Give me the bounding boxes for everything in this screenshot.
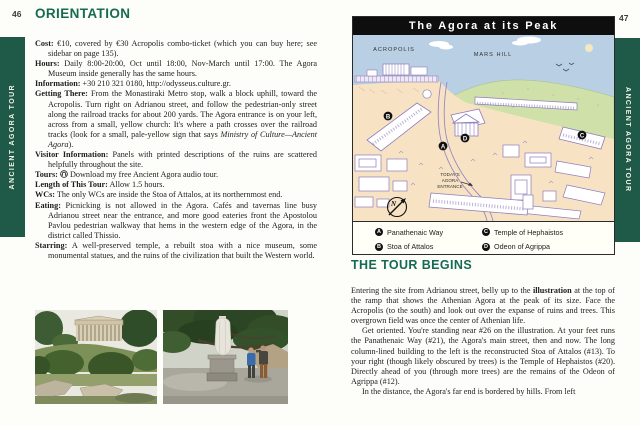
legend-label: Temple of Hephaistos: [494, 227, 564, 237]
paragraph-text: Entering the site from Adrianou street, belly up to the: [351, 286, 533, 295]
entry-label: Tours:: [35, 170, 58, 180]
legend-marker-a: A: [375, 228, 383, 236]
entry-text: The only WCs are inside the Stoa of Attalos, at its northernmost end.: [56, 190, 283, 200]
tour-begins-heading: THE TOUR BEGINS: [351, 258, 473, 272]
headless-statue-photo: [163, 310, 288, 404]
svg-text:AGORA: AGORA: [441, 178, 459, 183]
chapter-tab-right: [615, 38, 640, 242]
entry-information: [35, 79, 317, 89]
entry-visitor-information: [35, 150, 317, 170]
paragraph-bold-text: illustration: [532, 286, 572, 295]
svg-text:N: N: [391, 200, 397, 208]
legend-marker-b: B: [375, 243, 383, 251]
entry-tours: [35, 170, 317, 180]
svg-text:TODAY'S: TODAY'S: [440, 172, 460, 177]
svg-text:B: B: [385, 114, 391, 121]
legend-label: Odeon of Agrippa: [494, 242, 550, 251]
legend-item: [482, 227, 614, 237]
entry-label: Information:: [35, 79, 81, 89]
entry-text: A well-preserved temple, a rebuilt stoa with a nice museum, some monumental statues, and the ruins of the civilization that built the Western world.: [48, 240, 317, 260]
legend-item: [375, 242, 482, 252]
map-title: The Agora at its Peak: [353, 17, 614, 35]
svg-text:D: D: [462, 136, 468, 143]
entry-label: Getting There:: [35, 89, 88, 99]
entry-hours: [35, 59, 317, 79]
map-illustration: [353, 35, 614, 221]
tour-paragraphs: [351, 286, 615, 397]
temple-of-hephaistos-photo: [35, 310, 157, 404]
entry-text: Daily 8:00-20:00, Oct until 18:00, Nov-March until 17:00. The Agora Museum inside generally has the same hours.: [48, 59, 317, 79]
entry-label: Eating:: [35, 200, 61, 210]
orientation-heading: ORIENTATION: [35, 6, 131, 21]
entry-text: +30 210 321 0180, http://odysseus.culture.gr.: [82, 79, 231, 89]
entry-text: €10, covered by €30 Acropolis combo-ticket (which you can buy here; see sidebar on page 135).: [48, 39, 318, 59]
acropolis-label: ACROPOLIS: [373, 47, 415, 53]
chapter-tab-left: [0, 37, 25, 237]
page-number-left: 46: [12, 9, 22, 19]
temple-illustration: [75, 316, 123, 341]
entry-text: Picnicking is not allowed in the Agora. Cafés and tavernas line busy Adrianou street near the entrance, and more good eateries front the Apostolou Pavlou pedestrian walkway that hems in the western edge of the Agora, in the district called Thissio.: [48, 200, 317, 240]
legend-item: [482, 242, 614, 252]
legend-item: [375, 227, 482, 237]
chapter-tab-left-label: ANCIENT AGORA TOUR: [9, 84, 16, 190]
orientation-entries: [35, 39, 317, 261]
entry-italic-text: Ministry of Culture—Ancient Agora: [48, 129, 317, 149]
entry-length: [35, 180, 317, 190]
mars-hill-label: MARS HILL: [473, 52, 513, 58]
legend-marker-d: D: [482, 243, 490, 251]
audio-tour-icon: [60, 170, 68, 179]
paragraph-3: In the distance, the Agora's far end is bordered by hills. From left: [362, 386, 576, 396]
entry-label: Starring:: [35, 240, 68, 250]
agora-map: [352, 16, 615, 255]
svg-text:A: A: [440, 144, 446, 151]
map-legend: [353, 221, 614, 254]
paragraph-2: Get oriented. You're standing near #26 on the illustration. At your feet runs the Panathenaic Way (#21), the Agora's main street, then and now. The long column-lined building to the left is the reconstructed Stoa of Attalos (#13). To your right (though likely obscured by trees) is the Temple of Hephaistos (#20). Directly ahead of you (through more trees) are the remains of the Odeon of Agrippa (#12).: [351, 326, 615, 386]
svg-text:ENTRANCE: ENTRANCE: [437, 184, 463, 189]
svg-text:C: C: [579, 133, 585, 140]
sun-icon: [585, 44, 593, 52]
entry-text: ).: [68, 139, 74, 149]
entry-getting-there: [35, 89, 317, 150]
entry-eating: [35, 201, 317, 241]
legend-label: Stoa of Attalos: [387, 242, 434, 251]
entry-label: Cost:: [35, 39, 54, 48]
page-number-right: 47: [619, 13, 629, 23]
entry-starring: [35, 241, 317, 261]
entry-label: Hours:: [35, 59, 60, 69]
entry-cost: [35, 39, 317, 59]
chapter-tab-right-label: ANCIENT AGORA TOUR: [624, 87, 631, 193]
paragraph-text: at the top of the ramp that shows the Athenian Agora at the peak of its size. Face the Acropolis (to the south) and look out over the expanse of ruins and trees. This overgrown field was once the center of Athenian life.: [351, 286, 615, 326]
entry-text: Allow 1.5 hours.: [109, 180, 165, 190]
entry-label: WCs:: [35, 190, 56, 200]
legend-label: Panathenaic Way: [387, 227, 444, 237]
legend-marker-c: C: [482, 228, 490, 236]
entry-label: Length of This Tour:: [35, 180, 108, 190]
entry-text: Download my free Ancient Agora audio tour.: [70, 170, 219, 180]
entry-wcs: [35, 190, 317, 200]
entry-label: Visitor Information:: [35, 150, 109, 160]
entry-text: Panels with printed descriptions of the ruins are scattered helpfully throughout the site.: [48, 150, 317, 170]
entry-text: From the Monastiraki Metro stop, walk a block uphill, toward the Acropolis. Turn right on Adrianou street, and follow the pedestrian-only street along the railroad tracks for about 200 yards. The Agora entrance is on your left, across from a small, yellow church: It's where a path crosses over the railroad tracks (look for a small, pale-yellow sign that says: [48, 89, 317, 139]
paragraph-1: [351, 286, 615, 326]
